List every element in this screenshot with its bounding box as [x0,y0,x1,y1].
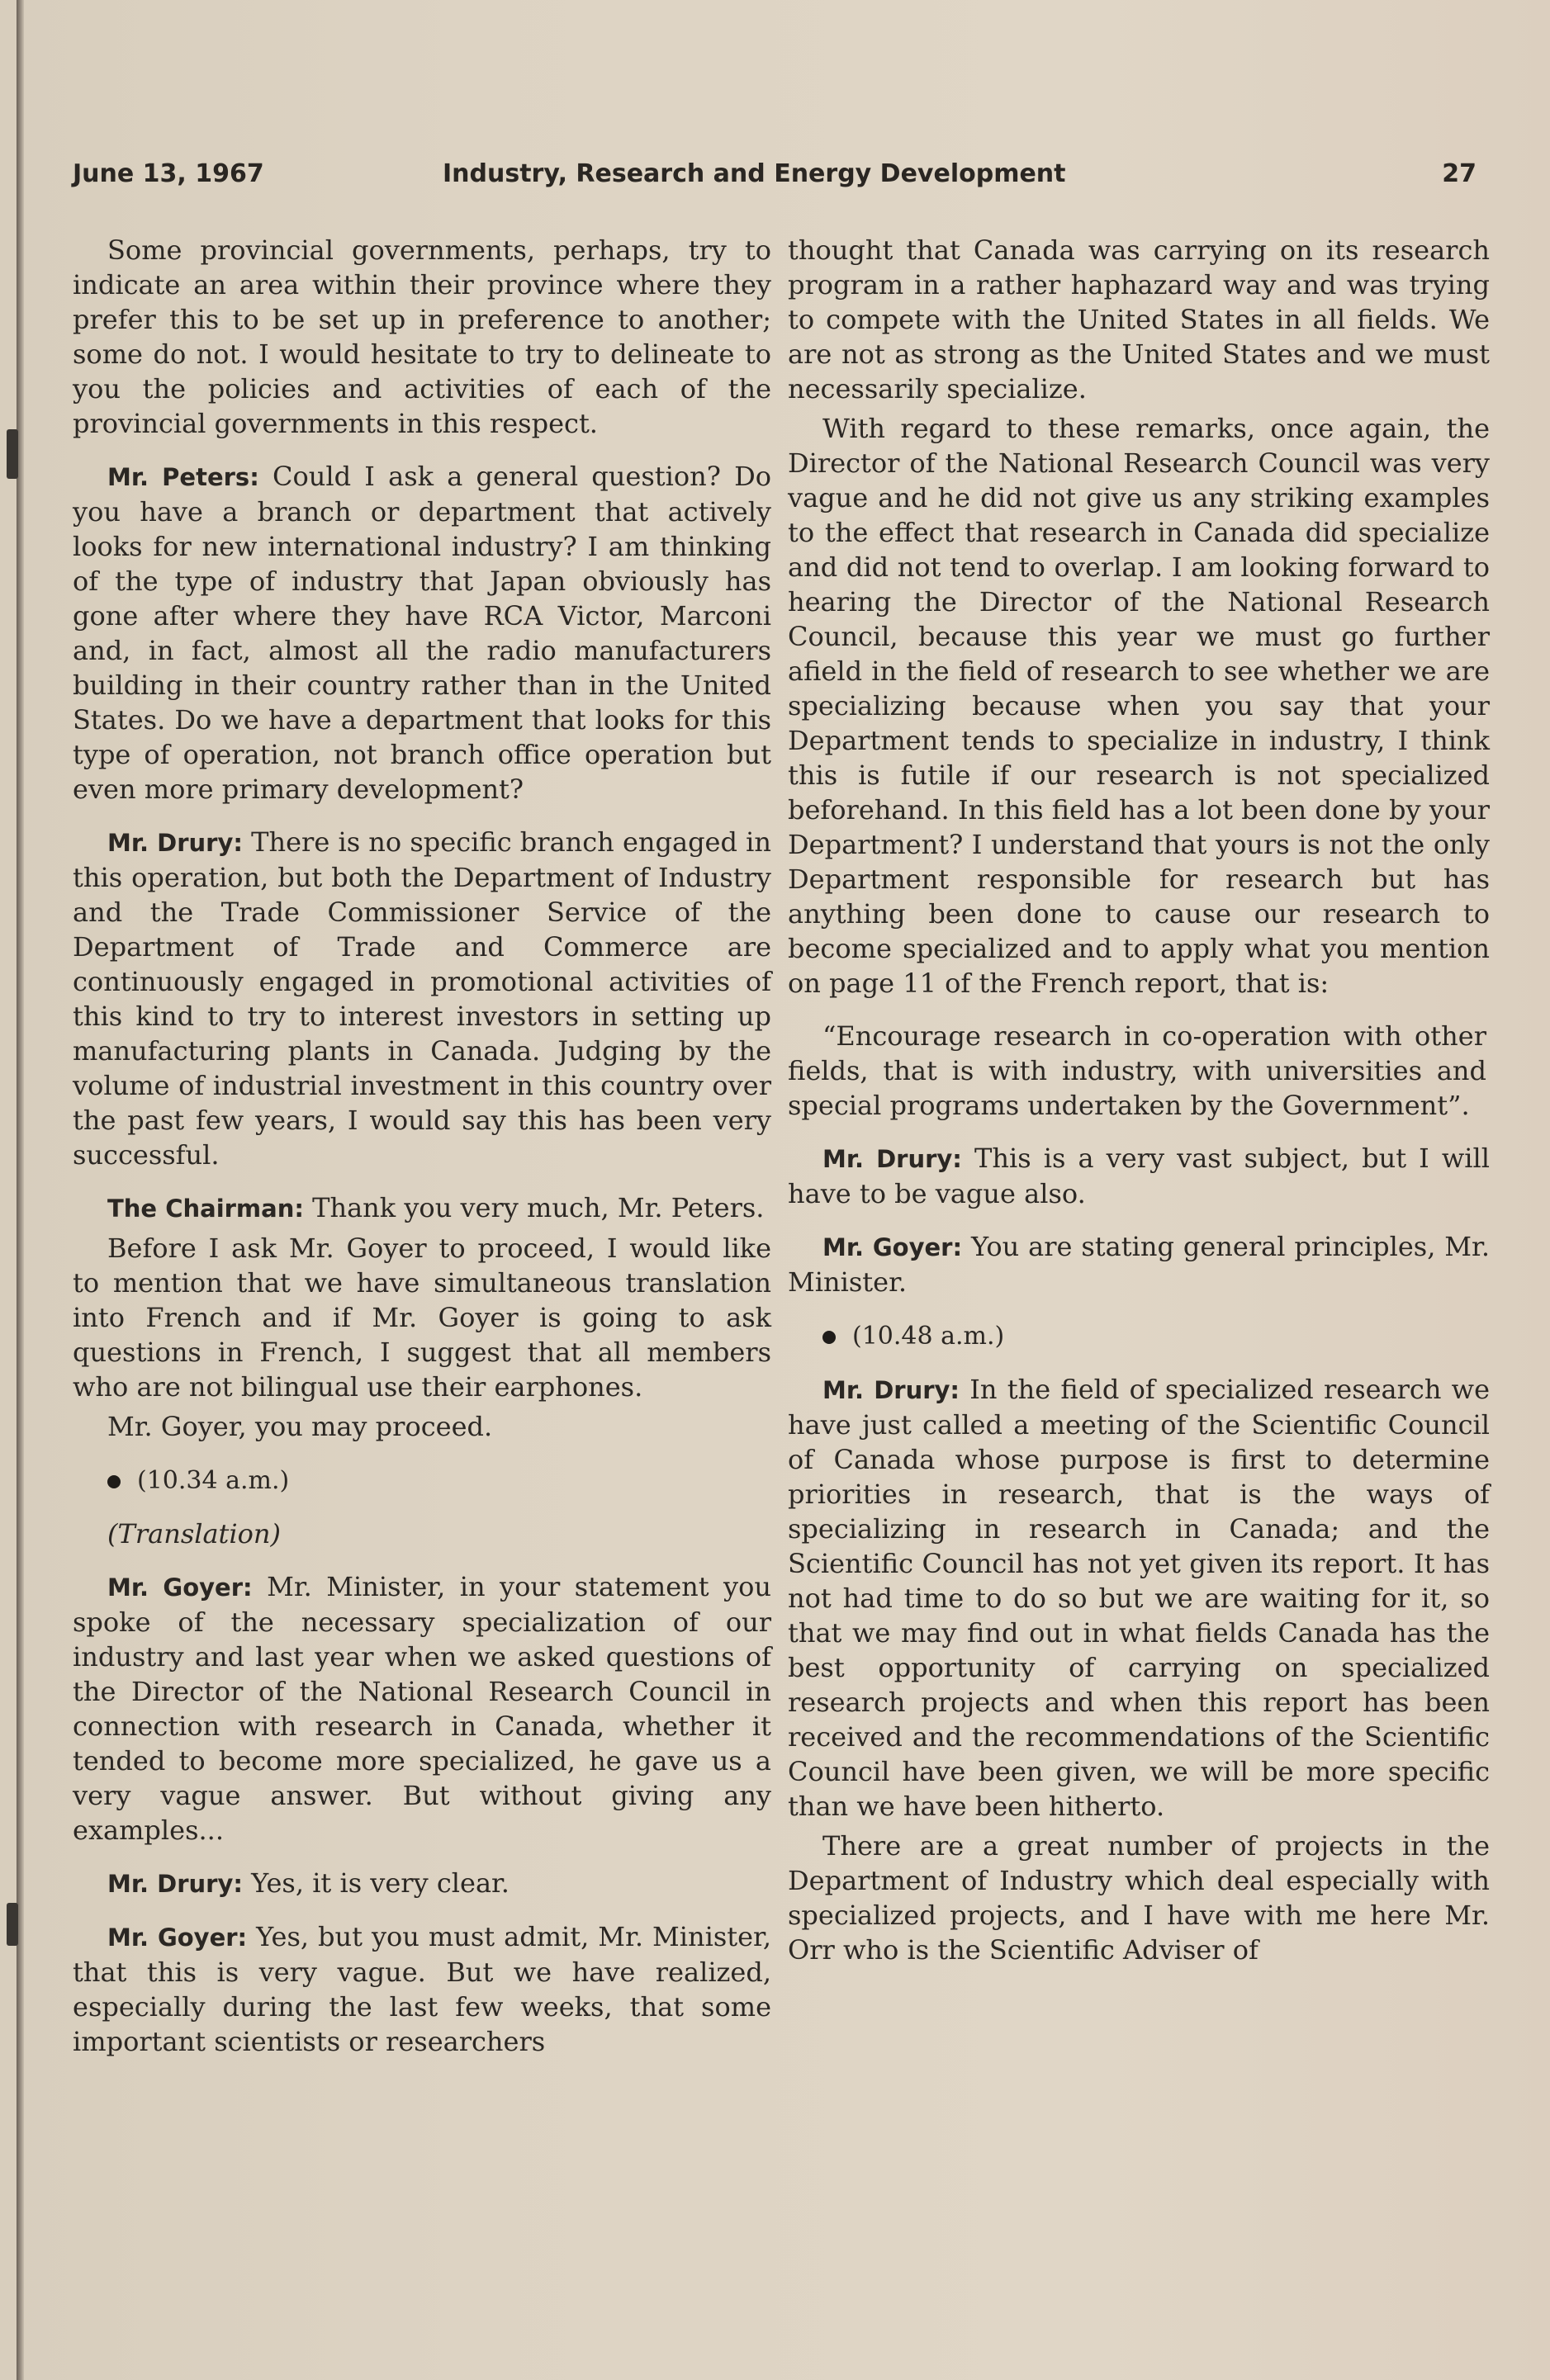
paragraph: Before I ask Mr. Goyer to proceed, I would like to mention that we have simultaneous translation into French and if Mr. Goyer is going to ask questions in French, I suggest that all members who are not bilingual use their earphones. [73,1233,771,1403]
speech-paragraph [73,1190,771,1226]
left-column [73,233,771,2077]
speaker-name: Mr. Drury: [107,1870,243,1898]
speaker-name: Mr. Goyer: [107,1923,248,1952]
time-marker [73,1462,771,1498]
header-title: Industry, Research and Energy Development [443,159,1066,188]
speech-text: You are stating general principles, Mr. Minister. [788,1231,1491,1298]
speech-paragraph [788,1229,1490,1299]
speaker-name: Mr. Peters: [107,463,259,491]
bullet-icon [107,1475,121,1488]
speech-paragraph [788,1372,1490,1824]
translation-label: (Translation) [107,1518,281,1550]
time-stamp: (10.34 a.m.) [137,1466,290,1495]
bullet-icon [822,1331,836,1344]
header-page-number: 27 [1442,159,1477,188]
paragraph: Mr. Goyer, you may proceed. [107,1411,493,1442]
speech-paragraph [73,1919,771,2059]
time-stamp: (10.48 a.m.) [852,1322,1005,1351]
time-marker [788,1318,1490,1354]
header-date: June 13, 1967 [73,159,264,188]
speech-text: Could I ask a general question? Do you have a branch or department that actively looks for new international industry? I am thinking of the type of industry that Japan obviously has gone after where they have RCA Victor, Marconi and, in fact, almost all the radio manufacturers building in their country rather than in the United States. Do we have a department that looks for this type of operation, not branch office operation but even more primary development? [73,461,772,805]
book-binding-edge [17,0,24,2380]
speaker-name: Mr. Goyer: [107,1573,253,1602]
speaker-name: Mr. Drury: [107,829,243,857]
speaker-name: Mr. Drury: [822,1145,962,1173]
speaker-name: Mr. Goyer: [822,1233,963,1261]
binding-clip-mark [7,429,18,479]
speech-text: Thank you very much, Mr. Peters. [312,1192,765,1223]
speaker-name: The Chairman: [107,1195,304,1223]
speech-text: There is no specific branch engaged in this operation, but both the Department of Industry and the Trade Commissioner Service of the Department of Trade and Commerce are continuously engaged in promotional activities of this kind to try to interest investors in setting up manufacturing plants in Canada. Judging by the volume of industrial investment in this country over the past few years, I would say this has been very successful. [73,826,772,1171]
speech-text: Mr. Minister, in your statement you spoke of the necessary specialization of our industry and last year when we asked questions of the Director of the National Research Council in connection with research in Canada, whether it tended to become more specialized, he gave us a very vague answer. But without giving any examples... [73,1571,772,1846]
speech-text: In the field of specialized research we have just called a meeting of the Scientific Council of Canada whose purpose is first to determine priorities in research, that is the ways of specializing in research in Canada; and the Scientific Council has not yet given its report. It has not had time to do so but we are waiting for it, so that we may find out in what fields Canada has the best opportunity of carrying on specialized research projects and when this report has been received and the recommendations of the Scientific Council have been given, we will be more specific than we have been hitherto. [788,1374,1491,1822]
paragraph: With regard to these remarks, once again, the Director of the National Research Council was very vague and he did not give us any striking examples to the effect that research in Canada did specialize and did not tend to overlap. I am looking forward to hearing the Director of the National Research Council, because this year we must go further afield in the field of research to see whether we are specializing because when you say that your Department tends to specialize in industry, I think this is futile if our research is not specialized beforehand. In this field has a lot been done by your Department? I understand that yours is not the only Department responsible for research but has anything been done to cause our research to become specialized and to apply what you mention on page 11 of the French report, that is: [788,413,1490,999]
paragraph: There are a great number of projects in the Department of Industry which deal especially with specialized projects, and I have with me here Mr. Orr who is the Scientific Adviser of [788,1830,1490,1966]
paragraph: Some provincial governments, perhaps, try to indicate an area within their province where they prefer this to be set up in preference to another; some do not. I would hesitate to try to delineate to you the policies and activities of each of the provincial governments in this respect. [73,234,771,439]
right-column [788,233,1490,1985]
page-header [73,159,1477,192]
speech-paragraph [73,1866,771,1901]
quotation: “Encourage research in co-operation with other fields, that is with industry, with universities and special programs undertaken by the Government”. [788,1020,1486,1121]
speech-paragraph [73,825,771,1172]
speech-text: Yes, it is very clear. [251,1867,510,1899]
speaker-name: Mr. Drury: [822,1376,960,1404]
paragraph: thought that Canada was carrying on its research program in a rather haphazard way and was trying to compete with the United States in all fields. We are not as strong as the United States and we must necessarily specialize. [788,234,1490,405]
speech-text: Yes, but you must admit, Mr. Minister, that this is very vague. But we have realized, especially during the last few weeks, that some important scientists or researchers [73,1921,772,2057]
speech-text: This is a very vast subject, but I will have to be vague also. [788,1143,1490,1209]
speech-paragraph [788,1141,1490,1211]
speech-paragraph [73,459,771,807]
binding-clip-mark [7,1903,18,1946]
speech-paragraph [73,1569,771,1848]
